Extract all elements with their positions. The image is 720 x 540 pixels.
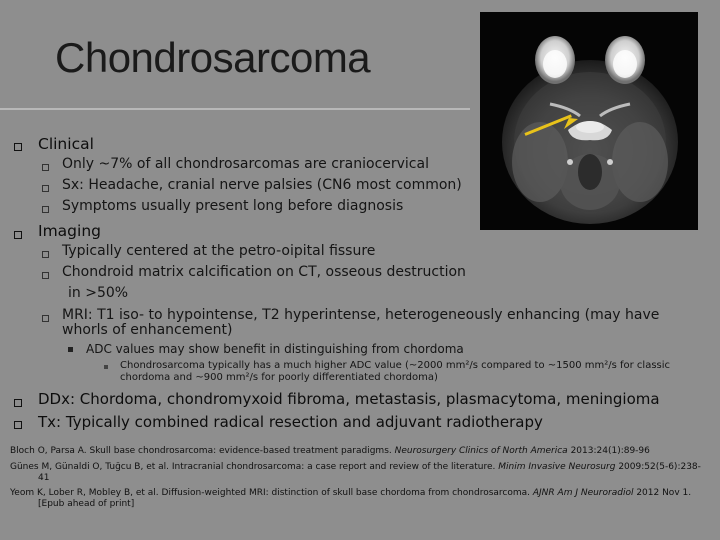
tx-line: Tx: Typically combined radical resection and adjuvant radiotherapy: [38, 413, 543, 431]
clinical-item-2: Sx: Headache, cranial nerve palsies (CN6 most common): [62, 177, 462, 193]
imaging-item-3-cont: whorls of enhancement): [62, 322, 233, 338]
sub-sub-bullet: [104, 365, 108, 369]
item-bullet: [42, 272, 49, 279]
item-bullet: [42, 164, 49, 171]
item-bullet: [42, 185, 49, 192]
title-divider: [0, 108, 470, 110]
imaging-item-2: Chondroid matrix calcification on CT, osseous destruction: [62, 264, 466, 280]
imaging-item-3: MRI: T1 iso- to hypointense, T2 hyperintense, heterogeneously enhancing (may have: [62, 307, 660, 323]
imaging-sub-sub-item-1: Chondrosarcoma typically has a much higher ADC value (~2000 mm²/s compared to ~1500 mm²/s for classic: [120, 360, 671, 371]
clinical-item-1: Only ~7% of all chondrosarcomas are craniocervical: [62, 156, 429, 172]
section-bullet: [14, 143, 22, 151]
imaging-heading: Imaging: [38, 222, 101, 240]
imaging-item-1: Typically centered at the petro-oipital fissure: [62, 243, 376, 259]
mri-brain-image: [480, 12, 698, 230]
ddx-line: DDx: Chordoma, chondromyxoid fibroma, metastasis, plasmacytoma, meningioma: [38, 390, 660, 408]
slide-title: Chondrosarcoma: [55, 34, 371, 81]
item-bullet: [42, 315, 49, 322]
clinical-heading: Clinical: [38, 135, 94, 153]
clinical-item-3: Symptoms usually present long before diagnosis: [62, 198, 404, 214]
section-bullet: [14, 399, 22, 407]
reference-1: Bloch O, Parsa A. Skull base chondrosarcoma: evidence-based treatment paradigms. Neurosurgery Clinics of North America 2013:24(1):89-96: [10, 446, 650, 456]
section-bullet: [14, 231, 22, 239]
imaging-sub-item: ADC values may show benefit in distinguishing from chordoma: [86, 342, 464, 356]
section-bullet: [14, 421, 22, 429]
item-bullet: [42, 251, 49, 258]
imaging-item-2-cont: in >50%: [68, 285, 129, 301]
reference-3-cont: [Epub ahead of print]: [38, 499, 135, 509]
reference-2-cont: 41: [38, 473, 50, 483]
item-bullet: [42, 206, 49, 213]
reference-3: Yeom K, Lober R, Mobley B, et al. Diffusion-weighted MRI: distinction of skull base chordoma from chondrosarcoma. AJNR Am J Neuroradiol 2012 Nov 1.: [10, 488, 692, 498]
sub-bullet: [68, 347, 73, 352]
reference-2: Günes M, Günaldi O, Tuğcu B, et al. Intracranial chondrosarcoma: a case report and review of the literature. Minim Invasive Neurosurg 2009:52(5-6):238-: [10, 462, 701, 472]
imaging-sub-sub-item-2: chordoma and ~900 mm²/s for poorly differentiated chordoma): [120, 372, 438, 383]
arrow-head-icon: [562, 115, 580, 133]
